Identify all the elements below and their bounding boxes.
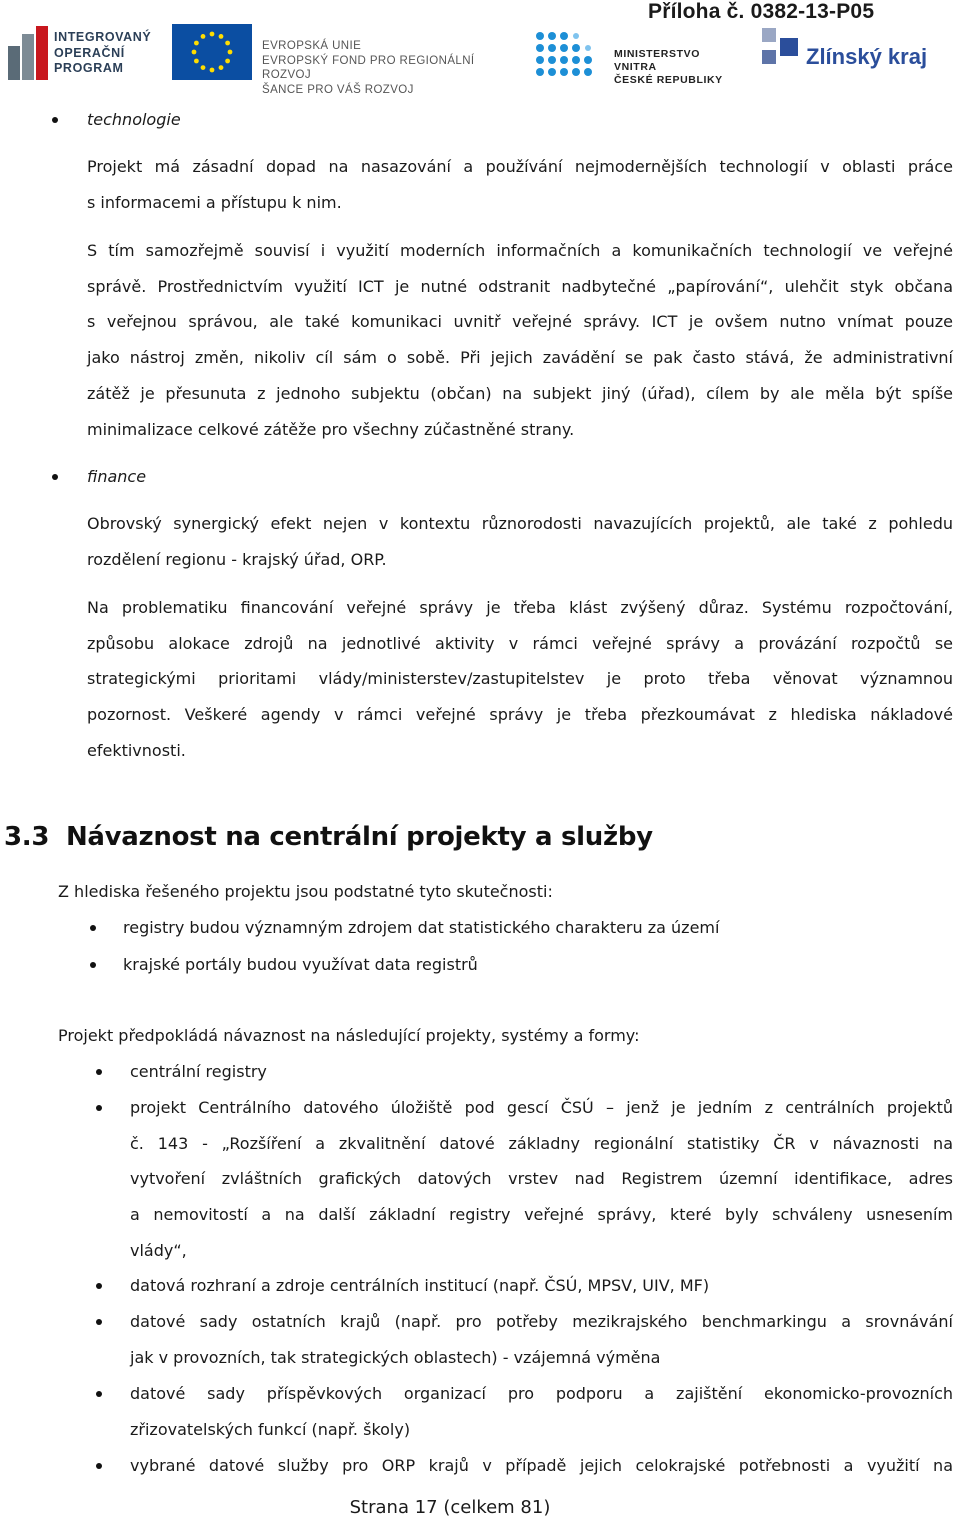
text-line: s informacemi a přístupu k nim. [87, 193, 342, 212]
section-number: 3.3 [4, 822, 50, 852]
iop-line-1: INTEGROVANÝ [54, 30, 152, 44]
list-item [130, 1304, 953, 1376]
mv-logo [532, 26, 742, 86]
text-line: Na problematiku financování veřejné správy je třeba klást zvýšený důraz. Systému rozpočtování, [87, 598, 953, 617]
mv-dots-icon [532, 28, 602, 80]
iop-line-3: PROGRAM [54, 61, 124, 75]
fact-item: krajské portály budou využívat data registrů [123, 955, 478, 974]
zk-squares-icon [762, 28, 802, 68]
header-logos [0, 22, 960, 96]
mv-line-1: MINISTERSTVO VNITRA [614, 48, 700, 73]
list-item [130, 1090, 953, 1269]
eu-line-1: EVROPSKÁ UNIE [262, 40, 362, 52]
text-line: správě. Prostřednictvím využití ICT je nutné odstranit nadbytečné „papírování“, ulehčit styk občana [87, 276, 953, 296]
text-line: č. 143 - „Rozšíření a zkvalitnění datové základny regionální statistiky ČR v návaznosti na [130, 1133, 953, 1153]
eu-logo [172, 24, 507, 96]
page-number: Strana 17 (celkem 81) [349, 1497, 551, 1518]
bullet-dot [90, 962, 96, 968]
iop-line-2: OPERAČNÍ [54, 45, 125, 60]
text-line: rozdělení regionu - krajský úřad, ORP. [87, 550, 387, 569]
text-line: jako nástroj změn, nikoliv cíl sám o sobě. Při jejich zavádění se pak často stává, že administrativní [87, 348, 953, 368]
section-title: Návaznost na centrální projekty a služby [65, 822, 653, 852]
text-line: strategickými prioritami vlády/ministerstev/zastupitelstev je proto třeba věnovat významnou [87, 669, 953, 689]
list-item: centrální registry [130, 1062, 267, 1081]
text-line: způsobu alokace zdrojů na jednotlivé aktivity v rámci veřejné správy a provázání rozpočtů se [87, 633, 953, 653]
text-line: zřizovatelských funkcí (např. školy) [130, 1420, 411, 1439]
section-heading [4, 822, 653, 852]
bullet-dot [52, 117, 58, 123]
text-line: Projekt má zásadní dopad na nasazování a používání nejmodernějších technologií v oblasti práce [87, 157, 953, 176]
text-line: S tím samozřejmě souvisí i využití moderních informačních a komunikačních technologií ve veřejné [87, 241, 953, 260]
text-line: a nemovitostí a na další základní registry veřejné správy, které byly schváleny usnesením [130, 1205, 953, 1225]
iop-mark-icon [8, 26, 48, 80]
list-item [130, 1448, 953, 1484]
text-line: pozornost. Veškeré agendy v rámci veřejné správy je třeba přezkoumávat z hlediska nákladové [87, 705, 953, 725]
bullet-dot [96, 1319, 102, 1325]
section-label-technologie: technologie [87, 110, 181, 129]
text-line: datové sady ostatních krajů (např. pro potřeby mezikrajského benchmarkingu a srovnávání [130, 1312, 953, 1331]
text-line: minimalizace celkové zátěže pro všechny zúčastněné strany. [87, 419, 575, 439]
fact-item: registry budou významným zdrojem dat statistického charakteru za území [123, 918, 720, 937]
text-line: zátěž je přesunuta z jednoho subjektu (občan) na subjekt jiný (úřad), cílem by ale měla být spíše [87, 383, 953, 403]
paragraph [87, 506, 953, 578]
text-line: projekt Centrálního datového úložiště pod gescí ČSÚ – jenž je jedním z centrálních projektů [130, 1098, 953, 1117]
section-label-finance: finance [87, 467, 147, 486]
text-line: jak v provozních, tak strategických oblastech) - vzájemná výměna [130, 1348, 661, 1367]
eu-flag-icon [172, 24, 252, 80]
text-line: vybrané datové služby pro ORP krajů v případě jejich celokrajské potřebnosti a využití na [130, 1456, 953, 1475]
zk-name: Zlínský kraj [806, 44, 928, 69]
eu-line-2: EVROPSKÝ FOND PRO REGIONÁLNÍ ROZVOJ [262, 54, 475, 81]
intro-text: Z hlediska řešeného projektu jsou podstatné tyto skutečnosti: [58, 882, 553, 901]
bullet-dot [52, 474, 58, 480]
text-line: vytvoření zvláštních grafických datových vrstev nad Registrem územní identifikace, adres [130, 1169, 953, 1189]
mv-line-2: ČESKÉ REPUBLIKY [614, 74, 723, 86]
bullet-dot [96, 1283, 102, 1289]
eu-line-3: ŠANCE PRO VÁŠ ROZVOJ [262, 83, 414, 96]
attachment-number: Příloha č. 0382-13-P05 [648, 0, 875, 23]
list-item: datová rozhraní a zdroje centrálních institucí (např. ČSÚ, MPSV, UIV, MF) [130, 1276, 710, 1295]
bullet-dot [96, 1105, 102, 1111]
text-line: s veřejnou správou, ale také komunikaci uvnitř veřejné správy. ICT je ovšem nutno vnímat pouze [87, 312, 953, 332]
zlinsky-kraj-logo [760, 26, 956, 82]
text-line: datové sady příspěvkových organizací pro podporu a zajištění ekonomicko-provozních [130, 1384, 953, 1403]
paragraph [87, 233, 953, 447]
bullet-dot [96, 1391, 102, 1397]
intro-text: Projekt předpokládá návaznost na následující projekty, systémy a formy: [58, 1026, 640, 1045]
bullet-dot [96, 1463, 102, 1469]
text-line: vlády“, [130, 1240, 187, 1260]
list-item [130, 1376, 953, 1448]
text-line: efektivnosti. [87, 740, 186, 760]
bullet-dot [96, 1069, 102, 1075]
paragraph [87, 149, 953, 221]
iop-logo [8, 26, 168, 82]
paragraph [87, 590, 953, 769]
text-line: Obrovský synergický efekt nejen v kontextu různorodosti navazujících projektů, ale také z pohledu [87, 514, 953, 533]
bullet-dot [90, 925, 96, 931]
